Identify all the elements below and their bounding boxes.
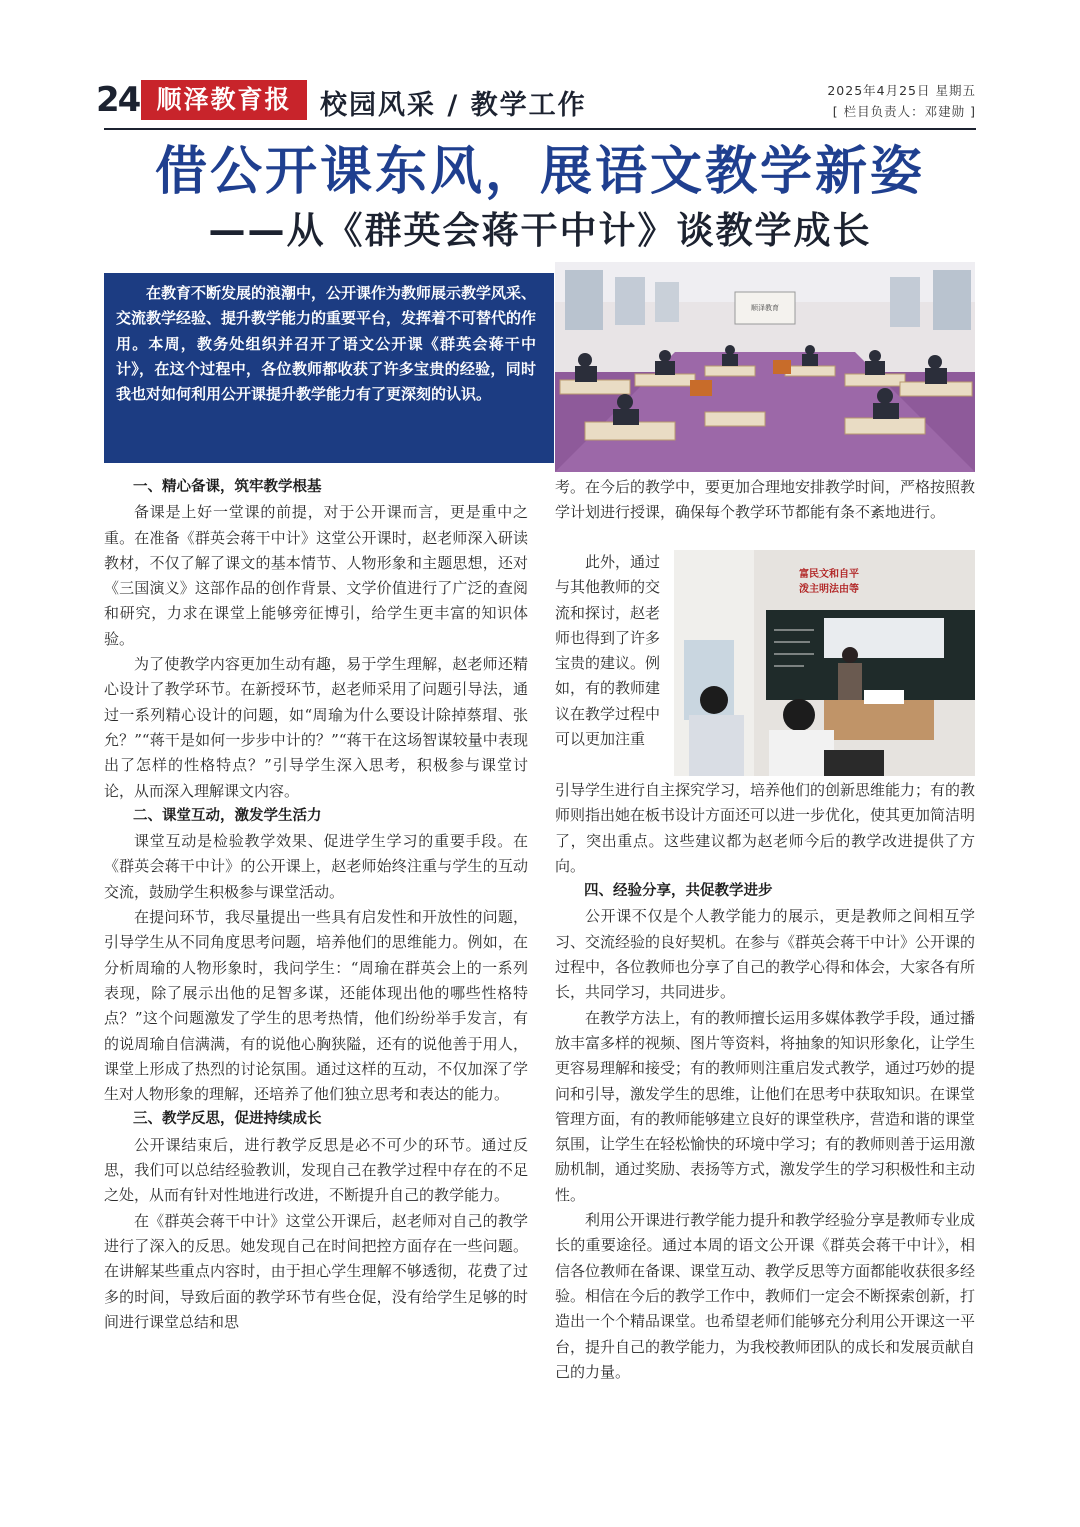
- paragraph: 引导学生进行自主探究学习，培养他们的创新思维能力；有的教师则指出她在板书设计方面还可以进一步优化，使其更加简洁明了，突出重点。这些建议都为赵老师今后的教学改进提供了方向。: [555, 781, 976, 875]
- teacher-blackboard-photo: [674, 550, 975, 776]
- wall-banner-text-2: 泼主明法由等: [799, 584, 859, 595]
- right-column-bottom: [555, 778, 975, 1385]
- article-subheadline: ——从《群英会蒋干中计》谈教学成长: [208, 209, 872, 252]
- paragraph: 利用公开课进行教学能力提升和教学经验分享是教师专业成长的重要途径。通过本周的语文公开课《群英会蒋干中计》，相信各位教师在备课、课堂互动、教学反思等方面都能收获很多经验。相信在今后的教学工作中，教师们一定会不断探索创新，打造出一个个精品课堂。也希望老师们能够充分利用公开课这一平台，提升自己的教学能力，为我校教师团队的成长和发展贡献自己的力量。: [555, 1211, 976, 1381]
- right-column-wrap-text: [555, 550, 663, 752]
- page-number: 24: [96, 80, 140, 120]
- paragraph: 课堂互动是检验教学效果、促进学生学习的重要手段。在《群英会蒋干中计》的公开课上，赵老师始终注重与学生的互动交流，鼓励学生积极参与课堂活动。: [104, 832, 528, 901]
- issue-date: 2025年4月25日 星期五: [827, 83, 976, 98]
- intro-text: 在教育不断发展的浪潮中，公开课作为教师展示教学风采、交流教学经验、提升教学能力的重要平台，发挥着不可替代的作用。本周，教务处组织并召开了语文公开课《群英会蒋干中计》，在这个过程中，各位教师都收获了许多宝贵的经验，同时我也对如何利用公开课提升教学能力有了更深刻的认识。: [116, 284, 537, 404]
- paragraph: 公开课不仅是个人教学能力的展示，更是教师之间相互学习、交流经验的良好契机。在参与《群英会蒋干中计》公开课的过程中，各位教师也分享了自己的教学心得和体会，大家各有所长，共同学习，共同进步。: [555, 907, 976, 1002]
- paragraph: 在提问环节，我尽量提出一些具有启发性和开放性的问题，引导学生从不同角度思考问题，培养他们的思维能力。例如，在分析周瑜的人物形象时，我问学生：“周瑜在群英会上的一系列表现，除了展示出他的足智多谋，还能体现出他的哪些性格特点？”这个问题激发了学生的思考热情，他们纷纷举手发言，有的说周瑜自信满满，有的说他心胸狭隘，还有的说他善于用人，课堂上形成了热烈的讨论氛围。通过这样的互动，不仅加深了学生对人物形象的理解，还培养了他们独立思考和表达的能力。: [104, 908, 528, 1104]
- continued-paragraph: 考。在今后的教学中，要更加合理地安排教学时间，严格按照教学计划进行授课，确保每个教学环节都能有条不紊地进行。: [555, 478, 976, 522]
- classroom-teachers-photo: [555, 262, 975, 472]
- section-title: 校园风采 / 教学工作: [320, 90, 587, 121]
- section-heading-3: 三、教学反思，促进持续成长: [133, 1111, 322, 1128]
- paragraph: 在《群英会蒋干中计》这堂公开课后，赵老师对自己的教学进行了深入的反思。她发现自己在时间把控方面存在一些问题。在讲解某些重点内容时，由于担心学生理解不够透彻，花费了过多的时间，导致后面的教学环节有些仓促，没有给学生足够的时间进行课堂总结和思: [104, 1211, 528, 1331]
- section-heading-1: 一、精心备课，筑牢教学根基: [133, 479, 322, 495]
- intro-box: [104, 273, 554, 463]
- section-heading-2: 二、课堂互动，激发学生活力: [133, 807, 322, 824]
- paragraph: 此外，通过与其他教师的交流和探讨，赵老师也得到了许多宝贵的建议。例如，有的教师建议在教学过程中可以更加注重: [555, 553, 661, 749]
- right-column-top: [555, 475, 975, 526]
- wall-banner-text: 富民文和自平: [799, 569, 859, 580]
- back-wall-sign: 顺泽教育: [751, 304, 779, 312]
- paragraph: 为了使教学内容更加生动有趣，易于学生理解，赵老师还精心设计了教学环节。在新授环节，赵老师采用了问题引导法，通过一系列精心设计的问题，如“周瑜为什么要设计除掉蔡瑁、张允？”“蒋干是如何一步步中计的？”“蒋干在这场智谋较量中表现出了怎样的性格特点？”引导学生深入思考，积极参与课堂讨论，从而深入理解课文内容。: [104, 655, 528, 800]
- article-headline: 借公开课东风，展语文教学新姿: [154, 142, 925, 202]
- paragraph: 在教学方法上，有的教师擅长运用多媒体教学手段，通过播放丰富多样的视频、图片等资料，将抽象的知识形象化，让学生更容易理解和接受；有的教师则注重启发式教学，通过巧妙的提问和引导，激发学生的思维，让他们在思考中获取知识。在课堂管理方面，有的教师能够建立良好的课堂秩序，营造和谐的课堂氛围，让学生在轻松愉快的环境中学习；有的教师则善于运用激励机制，通过奖励、表扬等方式，激发学生的学习积极性和主动性。: [555, 1008, 976, 1204]
- newspaper-masthead-logo: 顺泽教育报: [141, 80, 307, 120]
- section-heading-4: 四、经验分享，共促教学进步: [584, 883, 773, 900]
- paragraph: 备课是上好一堂课的前提，对于公开课而言，更是重中之重。在准备《群英会蒋干中计》这堂公开课时，赵老师深入研读教材，不仅了解了课文的基本情节、人物形象和主题思想，还对《三国演义》这部作品的创作背景、文学价值进行了广泛的查阅和研究，力求在课堂上能够旁征博引，给学生更丰富的知识体验。: [104, 503, 528, 648]
- paragraph: 公开课结束后，进行教学反思是必不可少的环节。通过反思，我们可以总结经验教训，发现自己在教学过程中存在的不足之处，从而有针对性地进行改进，不断提升自己的教学能力。: [104, 1135, 528, 1205]
- header-divider: [104, 128, 976, 130]
- column-editor: [ 栏目负责人：邓建勋 ]: [832, 104, 976, 119]
- left-column: [104, 475, 528, 1335]
